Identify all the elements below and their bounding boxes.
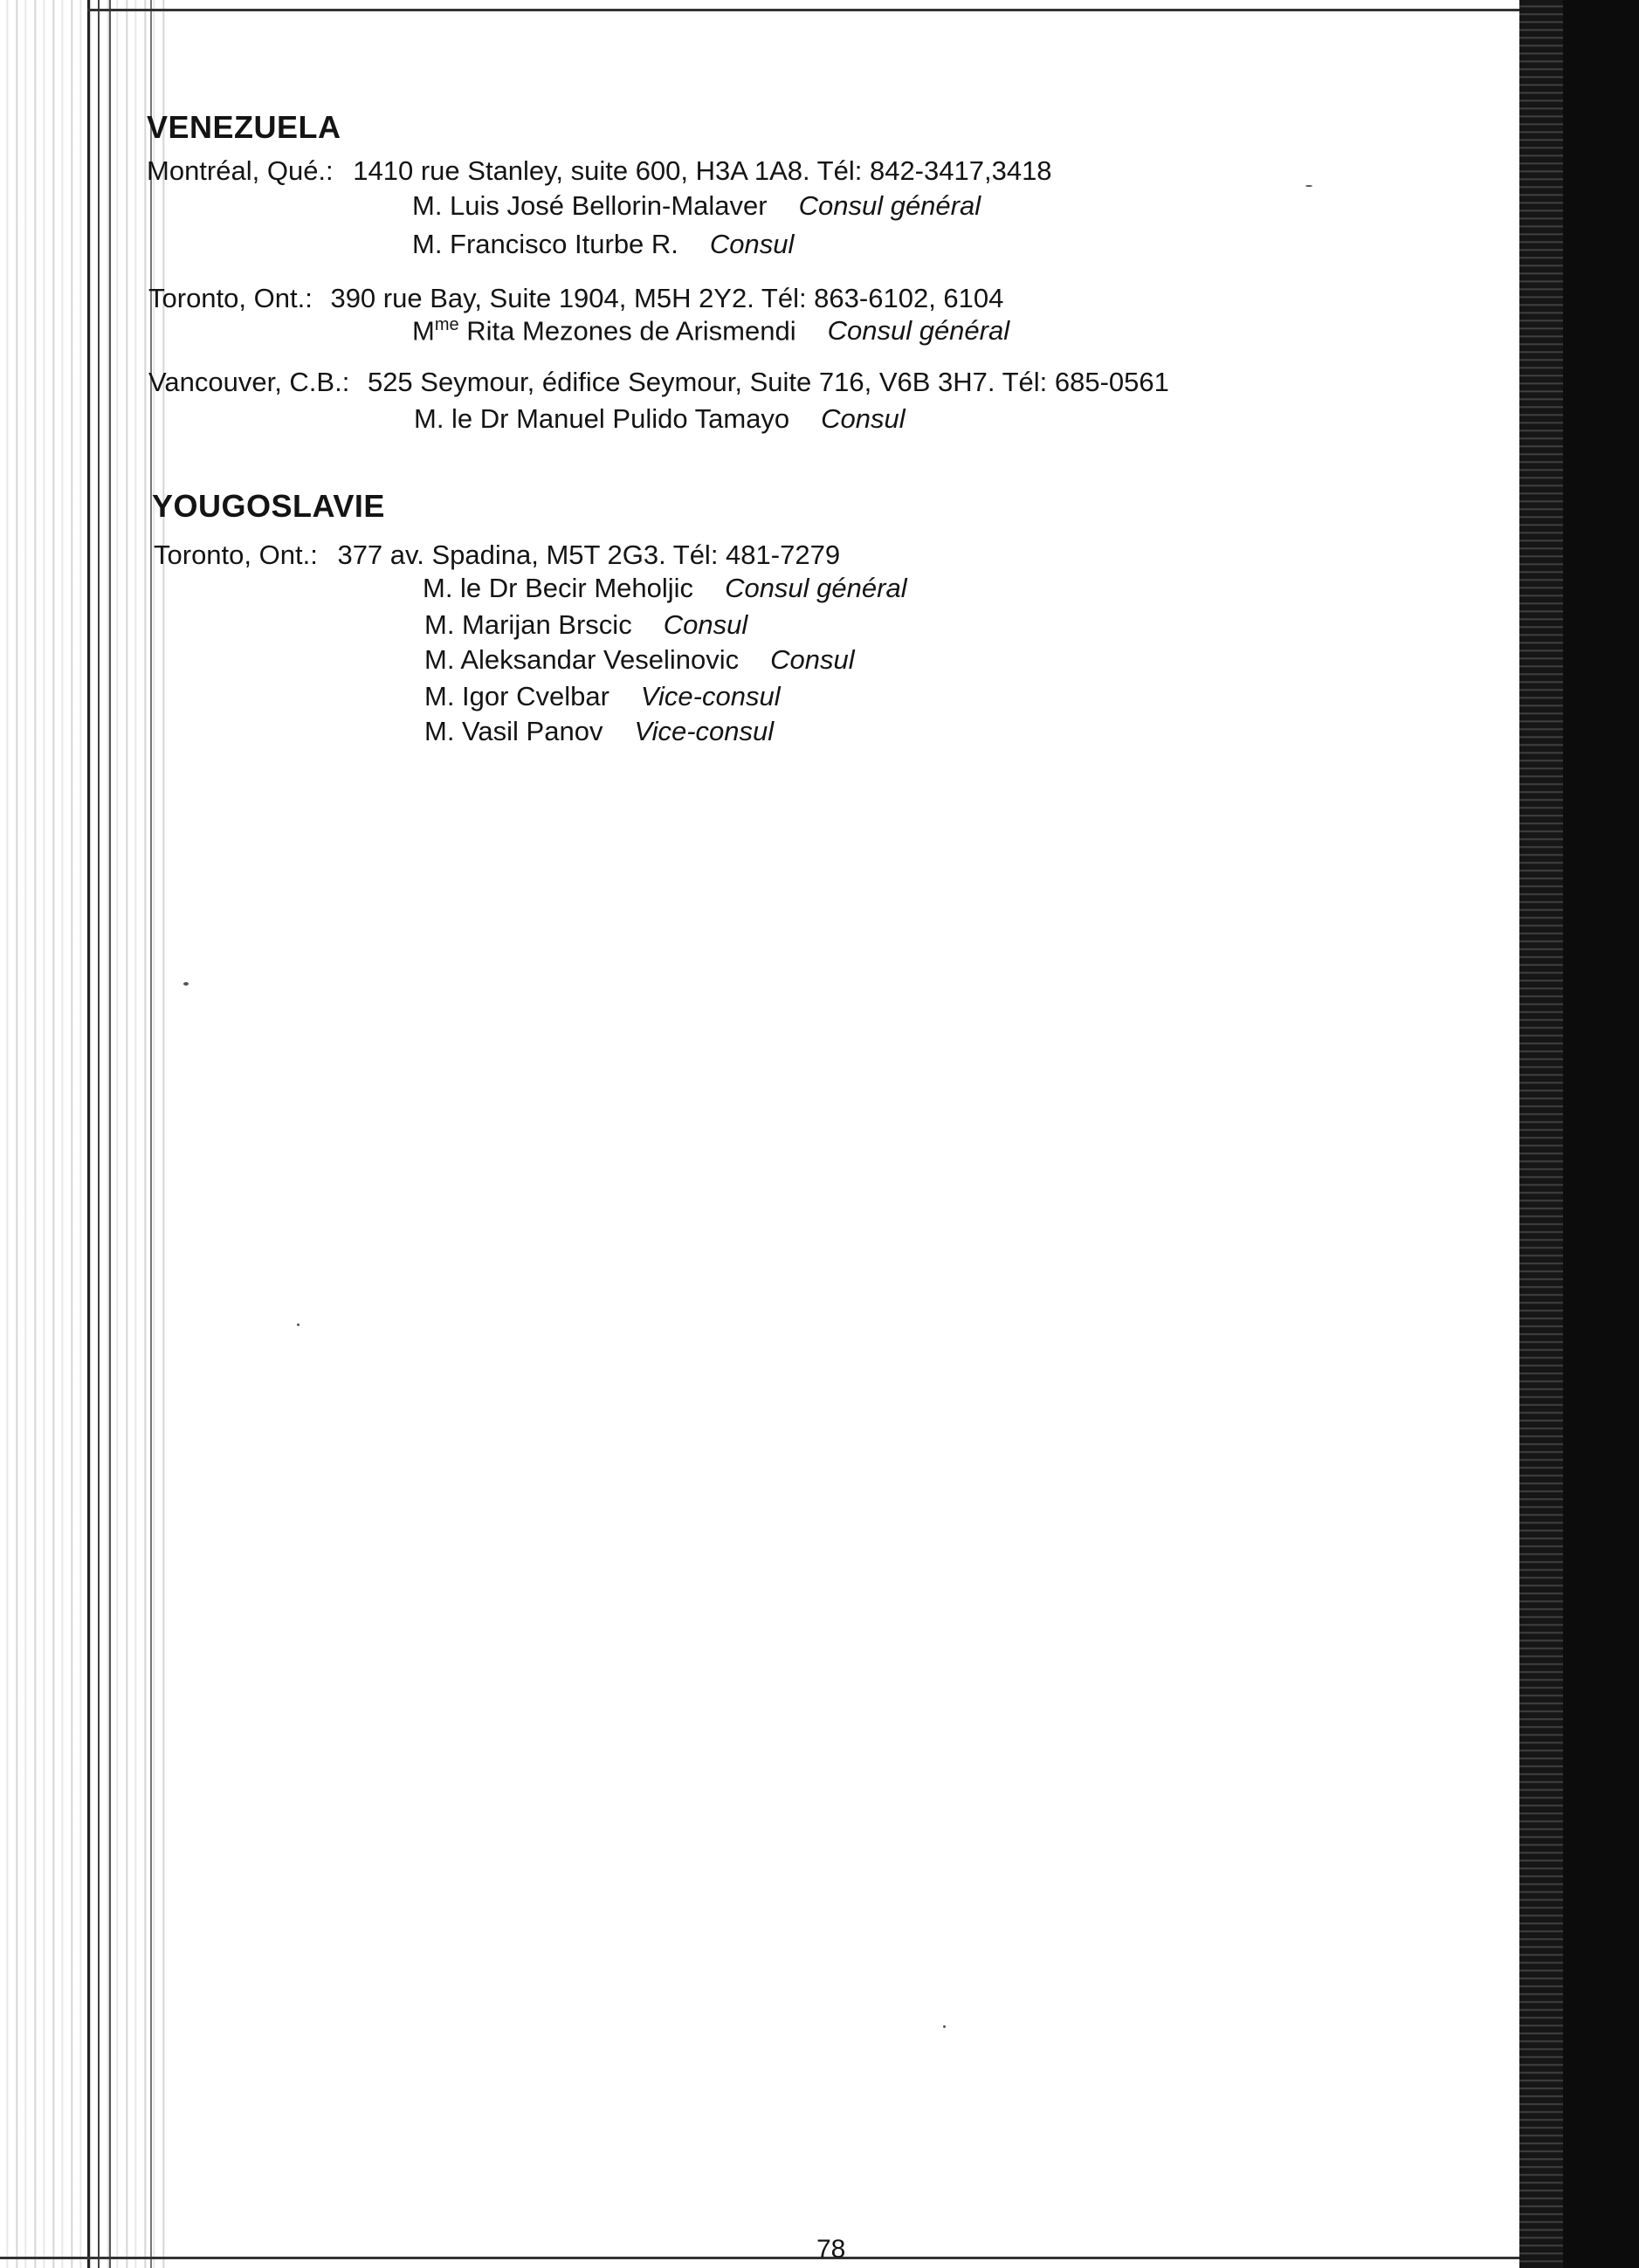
office-address: 525 Seymour, édifice Seymour, Suite 716, V6B 3H7. Tél: 685-0561 xyxy=(367,367,1169,397)
scan-speck xyxy=(943,2025,946,2028)
staff-title: Vice-consul xyxy=(640,681,781,711)
staff-title: Consul xyxy=(709,229,795,259)
scan-speck xyxy=(1305,185,1312,187)
office-city: Toronto, Ont.: xyxy=(148,283,313,313)
staff-title: Consul général xyxy=(827,315,1010,347)
staff-title: Consul général xyxy=(798,190,981,221)
staff-entry xyxy=(412,315,1010,347)
staff-entry xyxy=(424,718,774,745)
staff-entry xyxy=(412,192,981,219)
country-heading: VENEZUELA xyxy=(147,109,341,145)
office-line xyxy=(147,157,1052,184)
office-city: Montréal, Qué.: xyxy=(147,155,334,186)
office-line xyxy=(154,541,840,568)
scan-edge-texture xyxy=(1519,0,1563,2268)
staff-title: Vice-consul xyxy=(634,716,775,746)
staff-name: M. le Dr Becir Meholjic xyxy=(423,573,694,603)
staff-name: Rita Mezones de Arismendi xyxy=(466,315,796,347)
staff-name: M. Aleksandar Veselinovic xyxy=(424,644,740,675)
staff-entry xyxy=(412,230,794,258)
office-address: 390 rue Bay, Suite 1904, M5H 2Y2. Tél: 863-6102, 6104 xyxy=(330,283,1004,313)
office-address: 377 av. Spadina, M5T 2G3. Tél: 481-7279 xyxy=(337,540,841,570)
staff-entry xyxy=(414,405,906,432)
scan-speck xyxy=(183,982,189,986)
staff-name: M. Francisco Iturbe R. xyxy=(412,229,678,259)
staff-entry xyxy=(424,646,855,673)
staff-name-superscript: me xyxy=(434,315,459,334)
office-city: Vancouver, C.B.: xyxy=(148,367,350,397)
staff-name: M. Marijan Brscic xyxy=(424,609,632,640)
staff-title: Consul xyxy=(821,403,906,434)
staff-entry xyxy=(424,611,747,638)
country-heading: YOUGOSLAVIE xyxy=(152,488,385,524)
office-line xyxy=(148,285,1003,312)
staff-name: M. le Dr Manuel Pulido Tamayo xyxy=(414,403,790,434)
staff-name-prefix: M xyxy=(412,315,435,347)
staff-entry xyxy=(424,683,781,710)
office-city: Toronto, Ont.: xyxy=(154,540,318,570)
staff-title: Consul xyxy=(770,644,855,675)
scan-speck xyxy=(297,1323,300,1326)
office-line xyxy=(148,368,1169,395)
staff-name: M. Vasil Panov xyxy=(424,716,603,746)
staff-name: M. Igor Cvelbar xyxy=(424,681,609,711)
staff-title: Consul xyxy=(663,609,748,640)
staff-name: M. Luis José Bellorin-Malaver xyxy=(412,190,768,221)
office-address: 1410 rue Stanley, suite 600, H3A 1A8. Tél: 842-3417,3418 xyxy=(353,155,1052,186)
staff-entry xyxy=(423,574,907,601)
staff-title: Consul général xyxy=(725,573,907,603)
page-number: 78 xyxy=(816,2235,846,2264)
